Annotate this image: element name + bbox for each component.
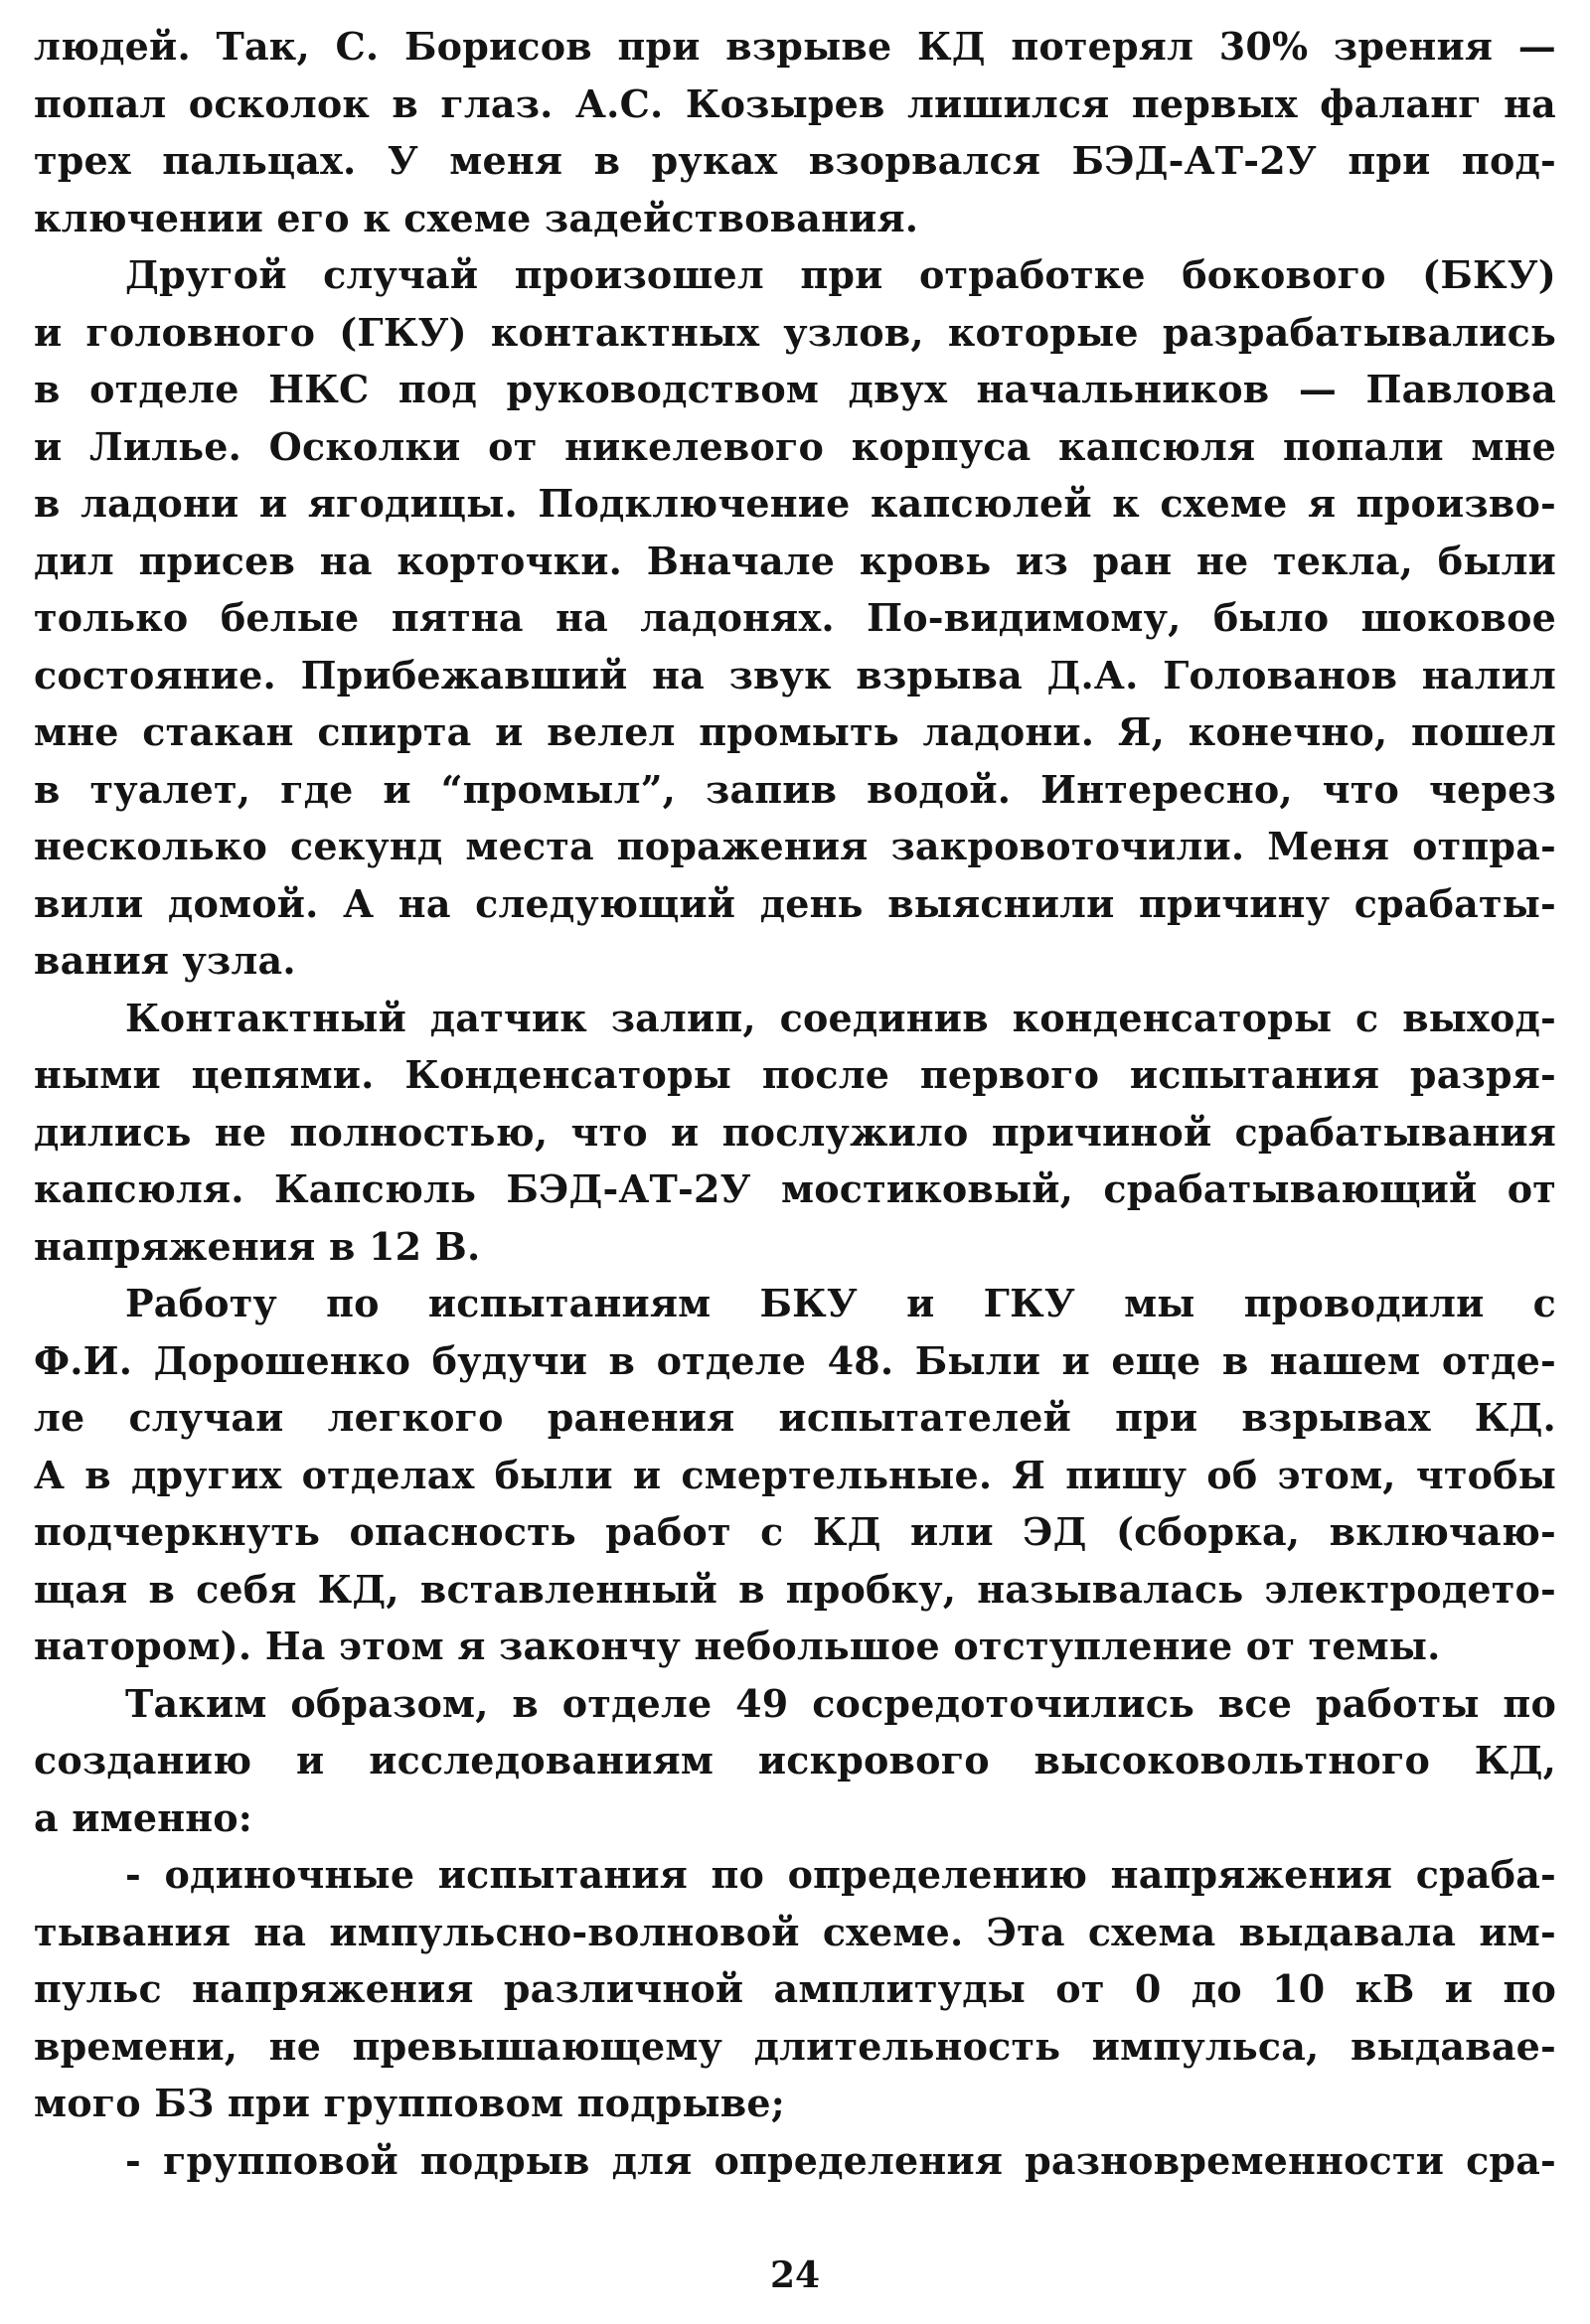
text-line: А в других отделах были и смертельные. Я пишу об этом, чтобы xyxy=(34,1452,1556,1497)
text-line: ле случаи легкого ранения испытателей при взрывах КД. xyxy=(34,1395,1556,1440)
text-line: подчеркнуть опасность работ с КД или ЭД (сборка, включаю- xyxy=(34,1509,1556,1554)
paragraph-first-line: Контактный датчик залип, соединив конденсаторы с выход- xyxy=(125,995,1556,1040)
text-line: вили домой. А на следующий день выяснили причину срабаты- xyxy=(34,880,1556,926)
text-line: напряжения в 12 В. xyxy=(34,1223,481,1269)
text-line: мне стакан спирта и велел промыть ладони. Я, конечно, пошел xyxy=(34,709,1556,754)
text-line: и Лилье. Осколки от никелевого корпуса капсюля попали мне xyxy=(34,423,1556,469)
text-line: а именно: xyxy=(34,1794,253,1840)
text-line: мого БЗ при групповом подрыве; xyxy=(34,2081,786,2125)
paragraph-first-line: Работу по испытаниям БКУ и ГКУ мы проводили с xyxy=(125,1281,1556,1325)
page-body xyxy=(34,18,1556,2189)
paragraph-first-line: Таким образом, в отделе 49 сосредоточились все работы по xyxy=(125,1680,1556,1726)
text-line: людей. Так, С. Борисов при взрыве КД потерял 30% зрения — xyxy=(34,24,1556,69)
text-line: только белые пятна на ладонях. По-видимому, было шоковое xyxy=(34,595,1556,640)
list-item-first-line: - групповой подрыв для определения разновременности сра- xyxy=(125,2137,1556,2183)
text-line: пульс напряжения различной амплитуды от 0 до 10 кВ и по xyxy=(34,1966,1556,2011)
text-line: ключении его к схеме задействования. xyxy=(34,195,919,240)
text-line: Ф.И. Дорошенко будучи в отделе 48. Были и еще в нашем отде- xyxy=(34,1337,1556,1383)
text-line: дил присев на корточки. Вначале кровь из ран не текла, были xyxy=(34,538,1556,583)
text-line: ными цепями. Конденсаторы после первого испытания разря- xyxy=(34,1052,1556,1097)
text-line: в туалет, где и “промыл”, запив водой. Интересно, что через xyxy=(34,766,1556,812)
text-line: состояние. Прибежавший на звук взрыва Д.А. Голованов налил xyxy=(34,652,1556,697)
text-line: вания узла. xyxy=(34,938,296,983)
text-line: в ладони и ягодицы. Подключение капсюлей к схеме я произво- xyxy=(34,481,1556,526)
text-line: трех пальцах. У меня в руках взорвался БЭД-АТ-2У при под- xyxy=(34,138,1556,183)
text-line: дились не полностью, что и послужило причиной срабатывания xyxy=(34,1109,1556,1155)
text-line: времени, не превышающему длительность импульса, выдавае- xyxy=(34,2023,1556,2069)
text-line: и головного (ГКУ) контактных узлов, которые разрабатывались xyxy=(34,309,1556,355)
text-line: попал осколок в глаз. А.С. Козырев лишился первых фаланг на xyxy=(34,80,1556,126)
text-line: тывания на импульсно-волновой схеме. Эта схема выдавала им- xyxy=(34,1909,1556,1954)
text-line: натором). На этом я закончу небольшое отступление от темы. xyxy=(34,1624,1441,1668)
text-line: созданию и исследованиям искрового высоковольтного КД, xyxy=(34,1738,1556,1782)
text-line: капсюля. Капсюль БЭД-АТ-2У мостиковый, срабатывающий от xyxy=(34,1166,1556,1211)
text-line: в отделе НКС под руководством двух начальников — Павлова xyxy=(34,367,1556,411)
list-item-first-line: - одиночные испытания по определению напряжения сраба- xyxy=(125,1852,1556,1897)
paragraph-first-line: Другой случай произошел при отработке бокового (БКУ) xyxy=(125,252,1556,297)
text-line: щая в себя КД, вставленный в пробку, называлась электродето- xyxy=(34,1566,1556,1612)
page-number: 24 xyxy=(769,2254,821,2296)
text-line: несколько секунд места поражения закровоточили. Меня отпра- xyxy=(34,824,1556,868)
